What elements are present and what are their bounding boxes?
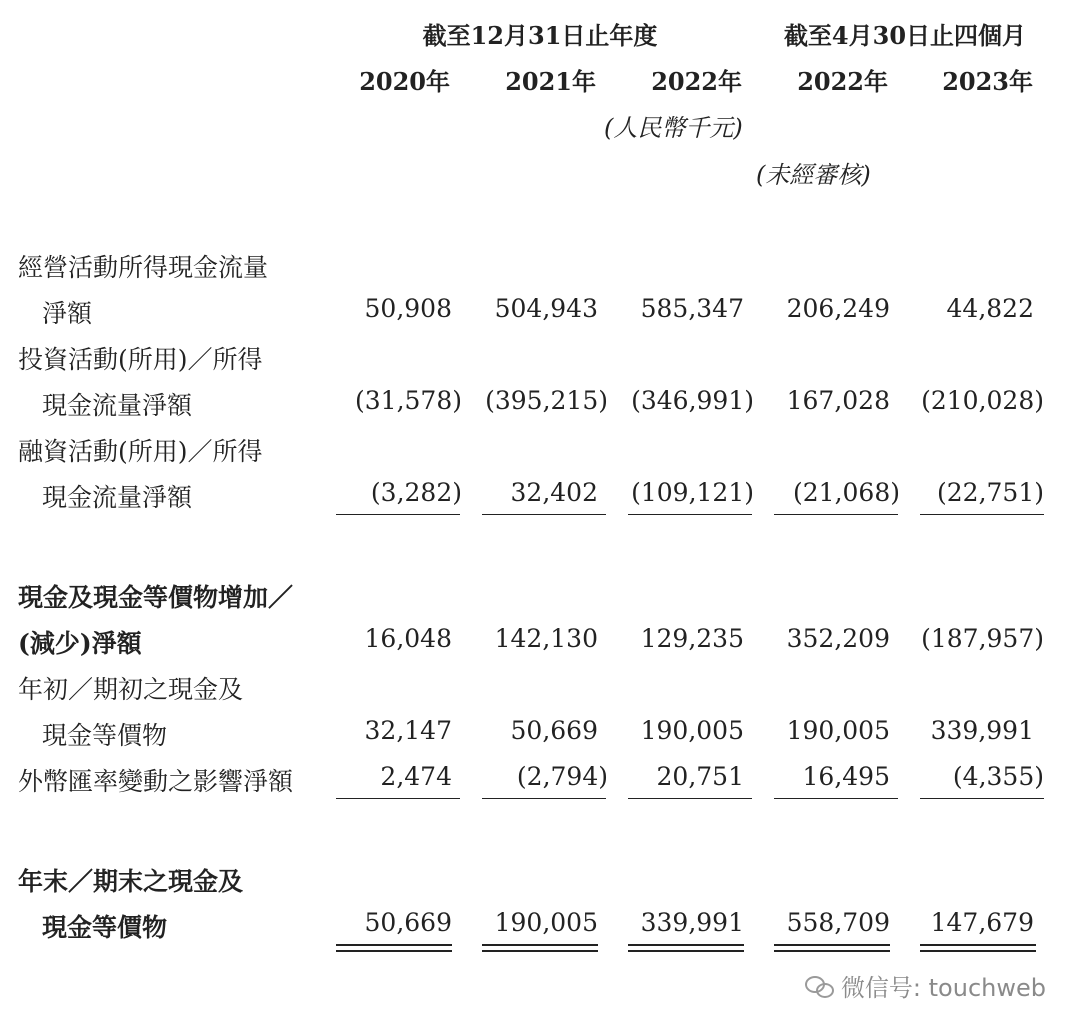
cell-financing-2022-period: (21,068) [793,478,900,507]
cell-fx-2020: 2,474 [380,762,452,791]
cell-closing-2023-period: 147,679 [930,908,1034,937]
cell-opening-2020: 32,147 [364,716,452,745]
subtotal-rule-2020 [336,514,460,515]
total-rule-2022 [628,798,752,799]
cell-investing-2022-period: 167,028 [786,386,890,415]
period-group-header-annual: 截至12月31日止年度 [422,21,658,50]
cell-financing-2021: 32,402 [510,478,598,507]
cell-closing-2021: 190,005 [494,908,598,937]
cell-operating-2022-period: 206,249 [786,294,890,323]
year-header-2022: 2022年 [651,67,742,96]
cell-financing-2022: (109,121) [631,478,754,507]
row-label-operating-line1: 經營活動所得現金流量 [18,253,269,282]
row-label-fx-effect: 外幣匯率變動之影響淨額 [18,767,294,796]
row-label-financing-line2: 現金流量淨額 [42,483,193,512]
watermark [805,968,1046,1003]
row-label-closing-line2: 現金等價物 [42,913,168,942]
cell-opening-2021: 50,669 [510,716,598,745]
total-rule-2020 [336,798,460,799]
row-label-investing-line1: 投資活動(所用)／所得 [18,345,263,374]
total-rule-2022-period [774,798,898,799]
cell-operating-2022: 585,347 [640,294,744,323]
cell-opening-2022: 190,005 [640,716,744,745]
row-label-opening-line2: 現金等價物 [42,721,168,750]
row-label-net-change-line1: 現金及現金等價物增加／ [18,583,294,612]
cell-closing-2022-period: 558,709 [786,908,890,937]
double-rule-2021 [482,944,598,952]
cell-financing-2020: (3,282) [370,478,462,507]
cell-fx-2022-period: 16,495 [802,762,890,791]
cell-operating-2020: 50,908 [364,294,452,323]
cell-fx-2022: 20,751 [656,762,744,791]
cell-net-change-2022-period: 352,209 [786,624,890,653]
double-rule-2022-period [774,944,890,952]
year-header-2022-period: 2022年 [797,67,888,96]
cell-fx-2021: (2,794) [516,762,608,791]
total-rule-2021 [482,798,606,799]
subtotal-rule-2023-period [920,514,1044,515]
watermark-text: 微信号: touchweb [840,974,1046,1002]
row-label-closing-line1: 年末／期末之現金及 [18,867,244,896]
currency-note: (人民幣千元) [604,114,743,142]
cell-net-change-2021: 142,130 [494,624,598,653]
cell-net-change-2023-period: (187,957) [921,624,1044,653]
double-rule-2023-period [920,944,1036,952]
row-label-net-change-line2: (減少)淨額 [18,629,142,658]
year-header-2020: 2020年 [359,67,450,96]
year-header-2023-period: 2023年 [942,67,1033,96]
year-header-2021: 2021年 [505,67,596,96]
cell-opening-2022-period: 190,005 [786,716,890,745]
total-rule-2023-period [920,798,1044,799]
cell-investing-2020: (31,578) [355,386,462,415]
row-label-investing-line2: 現金流量淨額 [42,391,193,420]
row-label-opening-line1: 年初／期初之現金及 [18,675,244,704]
cell-closing-2022: 339,991 [640,908,744,937]
cell-net-change-2022: 129,235 [640,624,744,653]
cell-investing-2023-period: (210,028) [921,386,1044,415]
period-group-header-four-months: 截至4月30日止四個月 [783,21,1027,50]
wechat-icon [805,974,835,998]
cell-financing-2023-period: (22,751) [937,478,1044,507]
cell-operating-2021: 504,943 [494,294,598,323]
subtotal-rule-2022 [628,514,752,515]
cell-investing-2021: (395,215) [485,386,608,415]
cell-opening-2023-period: 339,991 [930,716,1034,745]
cell-closing-2020: 50,669 [364,908,452,937]
double-rule-2022 [628,944,744,952]
row-label-financing-line1: 融資活動(所用)／所得 [18,437,263,466]
cell-investing-2022: (346,991) [631,386,754,415]
unaudited-note: (未經審核) [756,161,871,189]
cell-net-change-2020: 16,048 [364,624,452,653]
cell-operating-2023-period: 44,822 [946,294,1034,323]
subtotal-rule-2022-period [774,514,898,515]
double-rule-2020 [336,944,452,952]
subtotal-rule-2021 [482,514,606,515]
row-label-operating-line2: 淨額 [42,299,93,328]
cell-fx-2023-period: (4,355) [952,762,1044,791]
